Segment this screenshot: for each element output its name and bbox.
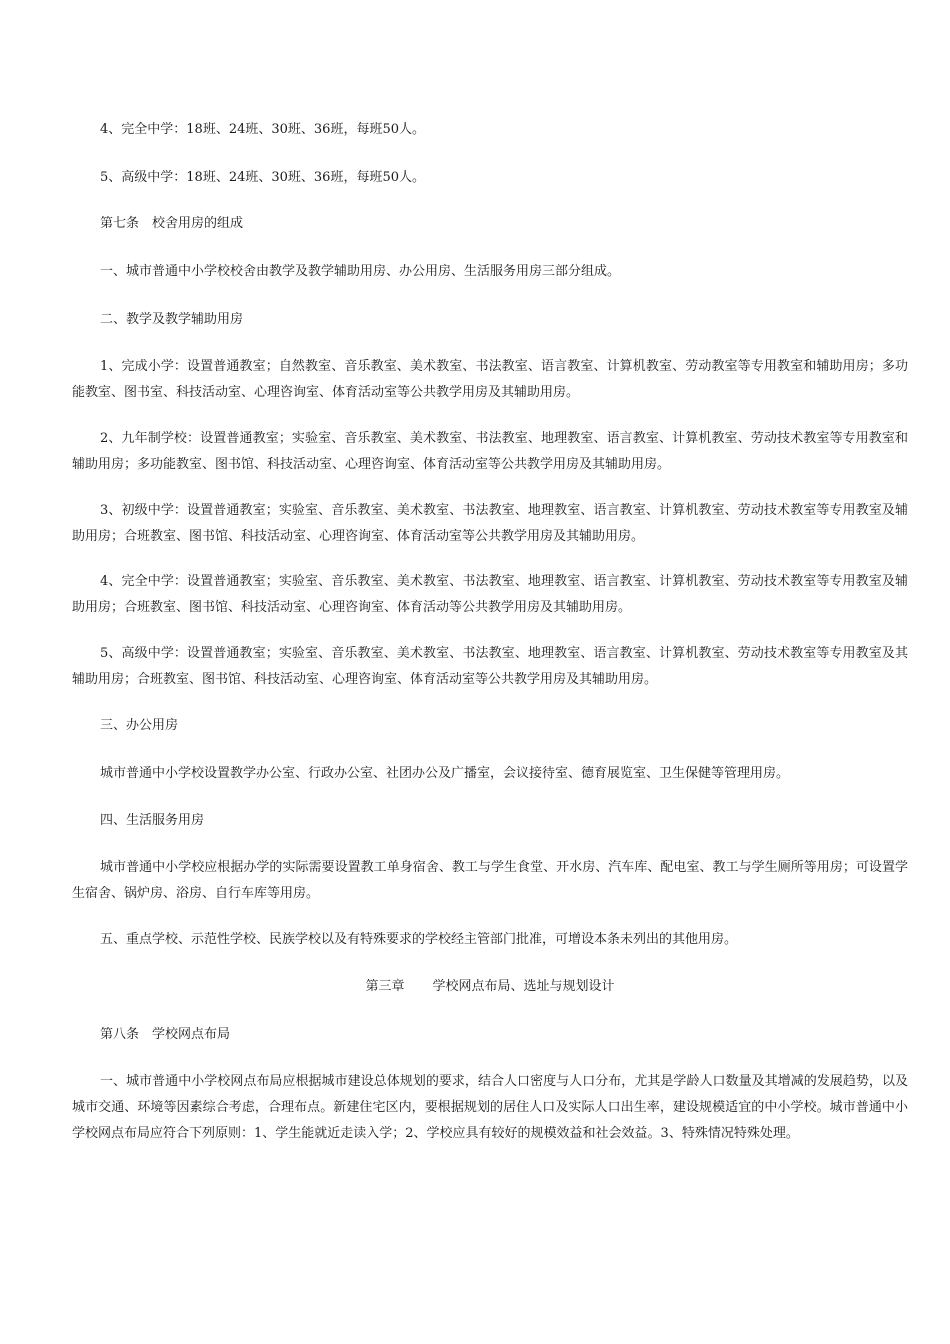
article-8-heading: 第八条 学校网点布局 (100, 1027, 231, 1042)
paragraph-senior-high-rooms: 5、高级中学：设置普通教室；实验室、音乐教室、美术教室、书法教室、地理教室、语言教室、计算机教室、劳动技术教室等专用教室及其辅助用房；合班教室、图书馆、科技活动室、心理咨询室、体育活动室等公共教学用房及其辅助用房。 (72, 646, 908, 687)
paragraph-nine-year-school-rooms: 2、九年制学校：设置普通教室；实验室、音乐教室、美术教室、书法教室、地理教室、语言教室、计算机教室、劳动技术教室等专用教室和辅助用房；多功能教室、图书馆、科技活动室、心理咨询室、体育活动室等公共教学用房及其辅助用房。 (72, 431, 908, 472)
paragraph-building-composition: 一、城市普通中小学校校舍由教学及教学辅助用房、办公用房、生活服务用房三部分组成。 (100, 264, 621, 279)
section-teaching-rooms-heading: 二、教学及教学辅助用房 (100, 312, 244, 327)
section-living-service-heading: 四、生活服务用房 (100, 813, 205, 828)
paragraph-living-service-rooms: 城市普通中小学校应根据办学的实际需要设置教工单身宿舍、教工与学生食堂、开水房、汽车库、配电室、教工与学生厕所等用房；可设置学生宿舍、锅炉房、浴房、自行车库等用房。 (72, 860, 908, 901)
paragraph-class-size-senior-high: 5、高级中学：18班、24班、30班、36班，每班50人。 (100, 170, 425, 185)
chapter-number: 第三章 (365, 979, 405, 994)
paragraph-special-schools: 五、重点学校、示范性学校、民族学校以及有特殊要求的学校经主管部门批准，可增设本条未列出的其他用房。 (100, 932, 738, 947)
paragraph-junior-middle-rooms: 3、初级中学：设置普通教室；实验室、音乐教室、美术教室、书法教室、地理教室、语言教室、计算机教室、劳动技术教室等专用教室及辅助用房；合班教室、图书馆、科技活动室、心理咨询室、体育活动室等公共教学用房及其辅助用房。 (72, 503, 908, 544)
paragraph-office-rooms: 城市普通中小学校设置教学办公室、行政办公室、社团办公及广播室，会议接待室、德育展览室、卫生保健等管理用房。 (100, 766, 790, 781)
paragraph-primary-school-rooms: 1、完成小学：设置普通教室；自然教室、音乐教室、美术教室、书法教室、语言教室、计算机教室、劳动教室等专用教室和辅助用房；多功能教室、图书室、科技活动室、心理咨询室、体育活动室等公共教学用房及其辅助用房。 (72, 359, 908, 400)
section-office-rooms-heading: 三、办公用房 (100, 718, 179, 733)
paragraph-class-size-complete-middle: 4、完全中学：18班、24班、30班、36班，每班50人。 (100, 122, 425, 137)
paragraph-complete-middle-rooms: 4、完全中学：设置普通教室；实验室、音乐教室、美术教室、书法教室、地理教室、语言教室、计算机教室、劳动技术教室等专用教室及辅助用房；合班教室、图书馆、科技活动室、心理咨询室、体育活动等公共教学用房及其辅助用房。 (72, 574, 908, 615)
chapter-heading (72, 974, 908, 1000)
chapter-title: 学校网点布局、选址与规划设计 (432, 979, 615, 994)
article-7-heading: 第七条 校舍用房的组成 (100, 216, 244, 231)
paragraph-school-network-layout: 一、城市普通中小学校网点布局应根据城市建设总体规划的要求，结合人口密度与人口分布，尤其是学龄人口数量及其增减的发展趋势，以及城市交通、环境等因素综合考虑，合理布点。新建住宅区内，要根据规划的居住人口及实际人口出生率，建设规模适宜的中小学校。城市普通中小学校网点布局应符合下列原则：1、学生能就近走读入学；2、学校应具有较好的规模效益和社会效益。3、特殊情况特殊处理。 (72, 1074, 908, 1141)
